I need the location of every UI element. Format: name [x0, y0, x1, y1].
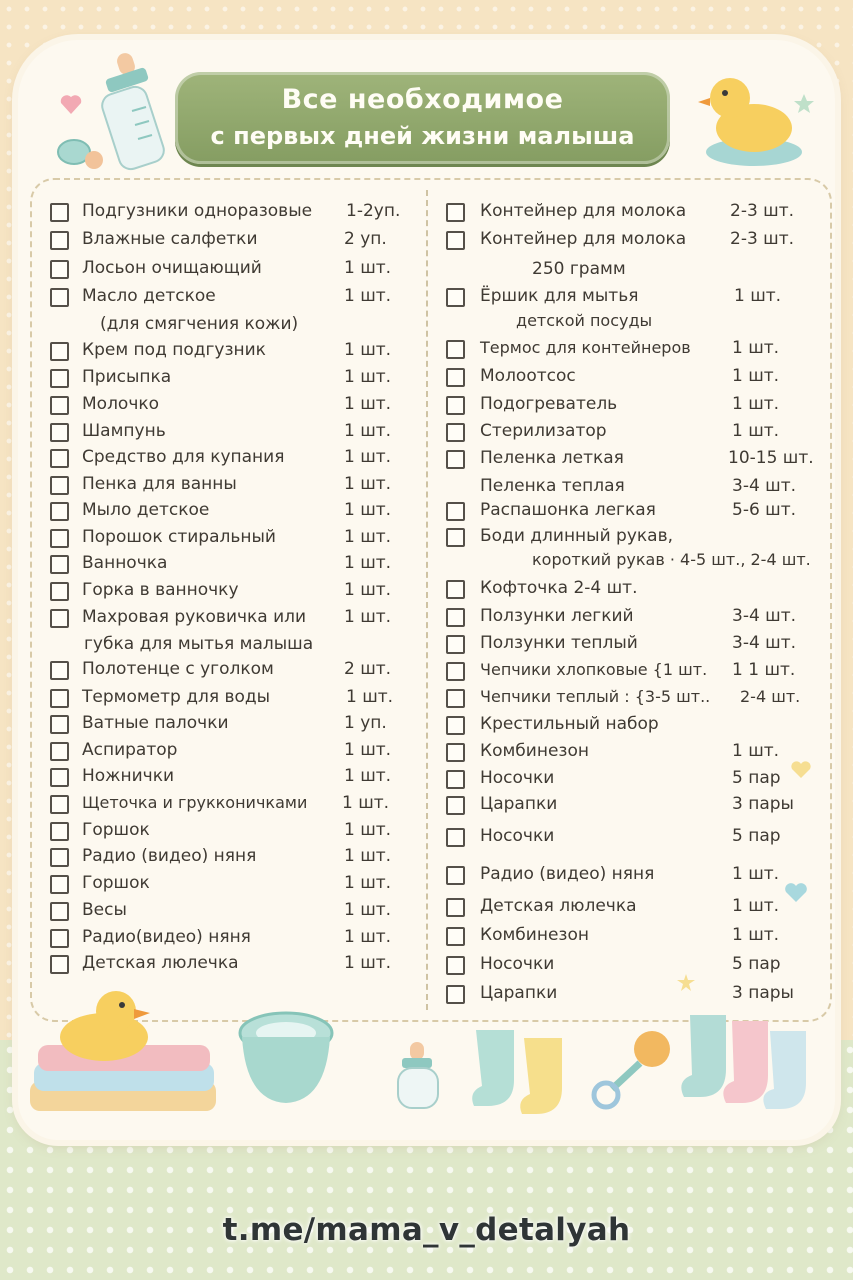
item-label: Крем под подгузник	[82, 340, 266, 360]
item-label: Шампунь	[82, 421, 166, 441]
item-label: Термометр для воды	[82, 687, 271, 707]
item-label: Царапки	[480, 794, 558, 814]
item-qty: 3-4 шт.	[732, 633, 797, 653]
checklist-item[interactable]	[446, 768, 826, 792]
telegram-link[interactable]: t.me/mama_v_detalyah	[222, 1212, 631, 1248]
pacifier-icon	[50, 130, 110, 180]
item-qty: 5 пар	[732, 954, 781, 974]
checkbox[interactable]	[446, 450, 465, 469]
checkbox[interactable]	[446, 828, 465, 847]
item-qty: 1 шт.	[344, 367, 392, 387]
checkbox[interactable]	[50, 529, 69, 548]
checklist-item[interactable]	[446, 578, 826, 602]
checklist-item[interactable]	[446, 421, 826, 445]
item-label: Контейнер для молока	[480, 229, 687, 249]
checkbox[interactable]	[446, 340, 465, 359]
checklist-item[interactable]	[50, 394, 400, 418]
checkbox[interactable]	[446, 231, 465, 250]
checklist-item[interactable]	[50, 766, 400, 790]
checklist-item[interactable]	[446, 500, 826, 524]
checkbox[interactable]	[50, 661, 69, 680]
item-label: Ёршик для мытья	[480, 286, 639, 306]
checklist-item[interactable]	[446, 826, 826, 850]
checkbox[interactable]	[446, 898, 465, 917]
item-qty: 1-2уп.	[346, 201, 401, 221]
rattle-icon	[590, 1025, 680, 1110]
socks-icon	[466, 1020, 586, 1120]
checkbox[interactable]	[446, 396, 465, 415]
item-sublabel: губка для мытья малыша	[84, 634, 314, 654]
checklist-item[interactable]	[50, 367, 400, 391]
item-qty: 1 шт.	[344, 953, 392, 973]
item-qty: 1 шт.	[344, 340, 392, 360]
item-label: Махровая руковичка или	[82, 607, 307, 627]
item-label: Ванночка	[82, 553, 168, 573]
checkbox[interactable]	[50, 476, 69, 495]
checkbox[interactable]	[50, 848, 69, 867]
item-label: Горка в ванночку	[82, 580, 239, 600]
item-qty: 1 шт.	[344, 286, 392, 306]
item-label: Мыло детское	[82, 500, 210, 520]
checkbox[interactable]	[446, 956, 465, 975]
item-label: Аспиратор	[82, 740, 178, 760]
checklist-item[interactable]	[446, 794, 826, 818]
checklist-item[interactable]	[446, 338, 826, 362]
item-label: Пеленка леткая	[480, 448, 624, 468]
checkbox[interactable]	[50, 582, 69, 601]
item-label: Комбинезон	[480, 925, 589, 945]
checklist-item[interactable]	[446, 714, 826, 738]
checkbox[interactable]	[446, 635, 465, 654]
checkbox[interactable]	[446, 608, 465, 627]
checkbox[interactable]	[50, 203, 69, 222]
checkbox[interactable]	[50, 875, 69, 894]
item-qty: 1 шт.	[732, 741, 780, 761]
checkbox[interactable]	[50, 555, 69, 574]
checkbox[interactable]	[50, 369, 69, 388]
checklist-item[interactable]	[50, 793, 400, 817]
checkbox[interactable]	[50, 342, 69, 361]
checkbox[interactable]	[446, 927, 465, 946]
item-label: Боди длинный рукав,	[480, 526, 674, 546]
item-qty: 1 шт.	[346, 687, 394, 707]
checklist-item[interactable]	[446, 286, 826, 310]
item-qty: 1 шт.	[734, 286, 782, 306]
item-qty: 3-4 шт.	[732, 476, 797, 496]
item-label: Радио (видео) няня	[480, 864, 655, 884]
checklist-item[interactable]	[50, 953, 400, 977]
checkbox[interactable]	[50, 742, 69, 761]
checklist-item[interactable]	[50, 607, 400, 631]
checkbox[interactable]	[50, 449, 69, 468]
checkbox[interactable]	[50, 689, 69, 708]
item-qty: 1 шт.	[732, 925, 780, 945]
checkbox[interactable]	[446, 528, 465, 547]
item-label: Носочки	[480, 768, 555, 788]
checklist-item[interactable]	[446, 864, 826, 888]
checklist-item[interactable]	[50, 900, 400, 924]
item-label: Чепчики теплый : {3-5 шт..	[480, 687, 711, 706]
socks-pair-icon	[670, 1005, 820, 1115]
item-label: Ватные палочки	[82, 713, 229, 733]
towels-and-duck-icon	[24, 985, 224, 1125]
item-label: Подогреватель	[480, 394, 618, 414]
item-qty: 1 1 шт.	[732, 660, 796, 680]
item-label: Распашонка легкая	[480, 500, 656, 520]
checklist-item[interactable]	[50, 846, 400, 870]
checklist-item[interactable]	[50, 820, 400, 844]
item-label: Царапки	[480, 983, 558, 1003]
checklist-item[interactable]	[446, 687, 826, 711]
checklist-item[interactable]	[50, 500, 400, 524]
item-label: Молоотсос	[480, 366, 576, 386]
item-qty: 1 шт.	[342, 793, 390, 813]
item-label: Подгузники одноразовые	[82, 201, 313, 221]
checklist-item[interactable]	[50, 580, 400, 604]
item-qty: 1 шт.	[344, 607, 392, 627]
item-qty: 1 шт.	[732, 366, 780, 386]
checklist-item[interactable]	[50, 229, 400, 253]
column-divider	[426, 190, 428, 1010]
checkbox[interactable]	[50, 260, 69, 279]
checklist-item[interactable]	[446, 633, 826, 657]
checklist-item[interactable]	[50, 659, 400, 683]
title-banner	[175, 72, 670, 164]
item-qty: 2 шт.	[344, 659, 392, 679]
item-qty: 1 шт.	[732, 394, 780, 414]
checkbox[interactable]	[50, 929, 69, 948]
item-qty: 5-6 шт.	[732, 500, 797, 520]
item-qty: 1 шт.	[732, 421, 780, 441]
checklist-item[interactable]	[446, 201, 826, 225]
checklist-item[interactable]	[50, 286, 400, 310]
item-label: Весы	[82, 900, 127, 920]
checkbox[interactable]	[446, 743, 465, 762]
checklist-item[interactable]	[50, 258, 400, 282]
item-qty: 10-15 шт.	[728, 448, 814, 468]
item-label: Пенка для ванны	[82, 474, 237, 494]
item-label: Чепчики хлопковые {1 шт.	[480, 660, 708, 679]
item-qty: 1 шт.	[344, 527, 392, 547]
checkbox[interactable]	[446, 502, 465, 521]
item-qty: 1 шт.	[732, 896, 780, 916]
item-qty: 1 шт.	[344, 553, 392, 573]
item-qty: 1 шт.	[344, 927, 392, 947]
checkbox[interactable]	[446, 770, 465, 789]
item-label: Детская люлечка	[480, 896, 637, 916]
page-title: Все необходимое	[281, 84, 564, 115]
checkbox[interactable]	[446, 368, 465, 387]
checkbox[interactable]	[50, 715, 69, 734]
checklist-item[interactable]	[446, 954, 826, 978]
checkbox[interactable]	[50, 955, 69, 974]
potty-icon	[226, 1005, 346, 1110]
item-qty: 1 шт.	[344, 900, 392, 920]
checkbox[interactable]	[446, 866, 465, 885]
heart-icon	[784, 882, 808, 904]
checklist-item[interactable]	[50, 740, 400, 764]
item-label: Горшок	[82, 820, 150, 840]
item-label: Кофточка 2-4 шт.	[480, 578, 638, 598]
item-label: Детская люлечка	[82, 953, 239, 973]
heart-icon	[58, 92, 84, 116]
checkbox[interactable]	[50, 795, 69, 814]
checklist-item[interactable]	[446, 741, 826, 765]
item-sublabel: 250 грамм	[532, 259, 626, 279]
checklist-item[interactable]	[50, 687, 400, 711]
item-label: Щеточка и грукконичками	[82, 793, 308, 812]
item-label: Носочки	[480, 826, 555, 846]
checkbox[interactable]	[446, 796, 465, 815]
checklist-item[interactable]	[446, 925, 826, 949]
item-label: Термос для контейнеров	[480, 338, 691, 357]
item-label: Полотенце с уголком	[82, 659, 274, 679]
checkbox[interactable]	[446, 423, 465, 442]
item-label: Горшок	[82, 873, 150, 893]
item-qty: 1 шт.	[344, 447, 392, 467]
item-qty: 1 шт.	[732, 338, 780, 358]
small-bottle-icon	[390, 1040, 450, 1112]
checkbox[interactable]	[50, 902, 69, 921]
item-qty: 1 шт.	[344, 474, 392, 494]
item-sublabel: короткий рукав · 4-5 шт., 2-4 шт.	[532, 550, 811, 569]
item-label: Контейнер для молока	[480, 201, 687, 221]
checklist-item[interactable]	[446, 606, 826, 630]
item-qty: 2-4 шт.	[740, 687, 801, 706]
checkbox[interactable]	[50, 288, 69, 307]
item-label: Комбинезон	[480, 741, 589, 761]
item-label: Лосьон очищающий	[82, 258, 262, 278]
item-label: Ножнички	[82, 766, 175, 786]
item-qty: 2 уп.	[344, 229, 387, 249]
checkbox[interactable]	[446, 985, 465, 1004]
rubber-duck-icon	[692, 60, 807, 170]
item-qty: 3 пары	[732, 983, 794, 1003]
checklist-item[interactable]	[50, 447, 400, 471]
item-qty: 3-4 шт.	[732, 606, 797, 626]
checklist-item[interactable]	[446, 366, 826, 390]
checkbox[interactable]	[50, 231, 69, 250]
checklist-item[interactable]	[446, 448, 826, 472]
checklist-item[interactable]	[50, 340, 400, 364]
heart-icon	[790, 760, 812, 780]
item-label: Масло детское	[82, 286, 216, 306]
item-qty: 1 шт.	[344, 766, 392, 786]
item-label: Стерилизатор	[480, 421, 607, 441]
item-label: Пеленка теплая	[480, 476, 625, 496]
item-qty: 1 шт.	[344, 394, 392, 414]
item-label: Порошок стиральный	[82, 527, 276, 547]
checklist-item[interactable]	[50, 553, 400, 577]
checklist-item[interactable]	[50, 421, 400, 445]
checkbox[interactable]	[50, 609, 69, 628]
item-qty: 1 шт.	[344, 258, 392, 278]
star-icon	[676, 973, 696, 993]
item-qty: 1 шт.	[344, 500, 392, 520]
item-qty: 2-3 шт.	[730, 201, 795, 221]
item-label: Средство для купания	[82, 447, 285, 467]
item-qty: 1 шт.	[344, 873, 392, 893]
item-label: Ползунки теплый	[480, 633, 638, 653]
checklist-item[interactable]	[446, 660, 826, 684]
item-qty: 3 пары	[732, 794, 794, 814]
item-qty: 1 шт.	[344, 740, 392, 760]
checklist-item[interactable]	[446, 983, 826, 1007]
item-label: Присыпка	[82, 367, 172, 387]
checkbox[interactable]	[50, 502, 69, 521]
checkbox[interactable]	[50, 822, 69, 841]
item-label: Радио(видео) няня	[82, 927, 251, 947]
item-qty: 1 шт.	[732, 864, 780, 884]
item-qty: 2-3 шт.	[730, 229, 795, 249]
checkbox[interactable]	[446, 203, 465, 222]
checklist-item-no-checkbox	[446, 476, 826, 500]
item-label: Влажные салфетки	[82, 229, 258, 249]
star-icon	[792, 92, 816, 116]
checkbox[interactable]	[446, 662, 465, 681]
checkbox[interactable]	[446, 716, 465, 735]
checklist-item[interactable]	[50, 713, 400, 737]
checklist-item[interactable]	[50, 527, 400, 551]
item-qty: 1 шт.	[344, 846, 392, 866]
checklist-item[interactable]	[446, 394, 826, 418]
page-subtitle: с первых дней жизни малыша	[210, 122, 635, 150]
checklist-item[interactable]	[50, 474, 400, 498]
checklist-item[interactable]	[50, 873, 400, 897]
item-label: Носочки	[480, 954, 555, 974]
item-qty: 1 шт.	[344, 820, 392, 840]
item-label: Радио (видео) няня	[82, 846, 257, 866]
checklist-item[interactable]	[446, 526, 826, 550]
checkbox[interactable]	[446, 689, 465, 708]
item-qty: 1 шт.	[344, 580, 392, 600]
checklist-item[interactable]	[50, 927, 400, 951]
checklist-item[interactable]	[446, 229, 826, 253]
checkbox[interactable]	[446, 288, 465, 307]
item-qty: 5 пар	[732, 768, 781, 788]
item-label: Крестильный набор	[480, 714, 659, 734]
checkbox[interactable]	[50, 396, 69, 415]
item-sublabel: детской посуды	[516, 311, 653, 330]
item-qty: 1 шт.	[344, 421, 392, 441]
checklist-item[interactable]	[50, 201, 400, 225]
checkbox[interactable]	[446, 580, 465, 599]
item-qty: 1 уп.	[344, 713, 387, 733]
checklist-item[interactable]	[446, 896, 826, 920]
item-label: Ползунки легкий	[480, 606, 634, 626]
checkbox[interactable]	[50, 768, 69, 787]
checkbox[interactable]	[50, 423, 69, 442]
item-qty: 5 пар	[732, 826, 781, 846]
item-sublabel: (для смягчения кожи)	[100, 314, 299, 334]
item-label: Молочко	[82, 394, 160, 414]
